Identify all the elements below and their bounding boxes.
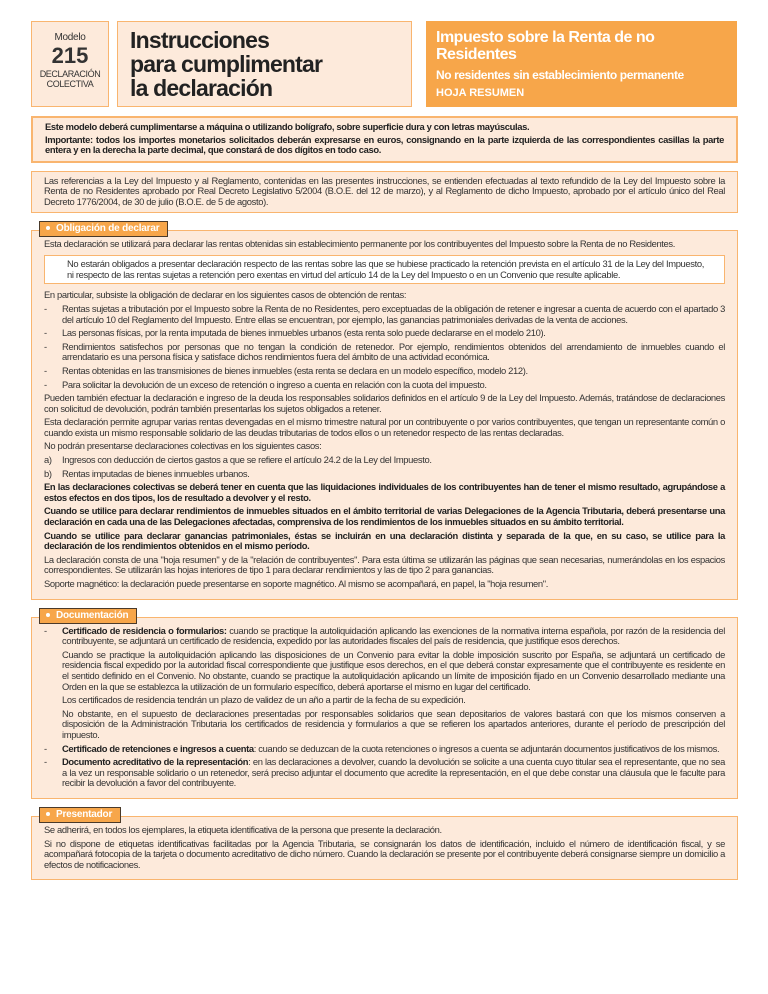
modelo-type [32, 69, 108, 89]
list-text: : en las declaraciones a devolver, cuando la devolución se solicite a una cuenta cuyo titular sea el representante, que no sea a la vez un responsable solidario o un retenedor, será preciso adjuntar el documento que acredite la representación, en el que debe constar una cláusula que le faculte para recibir la devolución a favor del contribuyente. [62, 756, 726, 789]
list-item [44, 328, 725, 339]
list-item [44, 757, 725, 789]
document-title-box [117, 21, 412, 107]
list-marker: a) [44, 454, 52, 466]
title-line: Instrucciones [130, 27, 270, 53]
list-item [44, 342, 725, 363]
references-box [31, 171, 738, 213]
title-line: para cumplimentar [130, 51, 323, 77]
modelo-type-line: DECLARACIÓN [39, 69, 101, 79]
exemption-box [44, 255, 725, 284]
list-marker: - [44, 742, 47, 754]
document-body [31, 116, 738, 880]
paragraph: No obstante, en el supuesto de declaraciones presentadas por responsables solidarios que sean depositarios de valores bastará con que los mismos conserven a disposición de la Administración Tributaria los certificados de residencia y formularios a que se refieren los apartados anteriores, durante el período de prescripción del impuesto. [62, 707, 725, 740]
list-item [44, 469, 725, 480]
section-documentacion [31, 609, 738, 799]
paragraph: En particular, subsiste la obligación de declarar en los siguientes casos de obtención de rentas: [44, 289, 407, 301]
bold-paragraph: Cuando se utilice para declarar ganancias patrimoniales, éstas se incluirán en una declaración distinta y separada de la que, en su caso, se utilice para la declaración de los rendimientos obtenidos en el mismo período. [44, 529, 725, 552]
list-marker: - [44, 756, 47, 768]
tax-title: Impuesto sobre la Renta de no Residentes [436, 29, 655, 63]
item-heading: Documento acreditativo de la representación [62, 756, 249, 768]
section-title: Presentador [56, 808, 113, 820]
title-line: la declaración [130, 75, 273, 101]
list-text: Las personas físicas, por la renta imputada de bienes inmuebles urbanos (esta renta solo puede declararse en el modelo 210). [62, 327, 546, 339]
list-text: Ingresos con deducción de ciertos gastos a que se refiere el artículo 24.2 de la Ley del Impuesto. [62, 454, 432, 466]
list-marker: - [44, 327, 47, 339]
paragraph: La declaración consta de una "hoja resumen" y de la "relación de contribuyentes". Para esta última se utilizarán las páginas que sean necesarias, numerándolas en los espacios correspondientes. Se utilizarán las hojas interiores de tipo 1 para declarar rendimientos y las de tipo 2 para ganancias. [44, 553, 725, 576]
item-heading: Certificado de residencia o formularios: [62, 624, 227, 636]
bold-paragraph: En las declaraciones colectivas se deberá tener en cuenta que las liquidaciones individuales de los contribuyentes han de tener el mismo resultado, agrupándose a estos efectos en dos tipos, los de resultado a devolver y el resto. [44, 481, 725, 503]
paragraph: Pueden también efectuar la declaración e ingreso de la deuda los responsables solidarios definidos en el artículo 9 de la Ley del Impuesto. Además, tratándose de declaraciones con solicitud de devolución, podrán también presentarlas los sujetos obligados a retener. [44, 392, 725, 414]
list-item [44, 455, 725, 466]
section-tab-documentacion [39, 608, 137, 624]
list-text: cuando se practique la autoliquidación aplicando las exenciones de la normativa interna española, por razón de la residencia del contribuyente, se adjuntará un certificado de residencia, expedido por las autoridades fiscales del país de residencia, que justifique esos derechos. [62, 624, 725, 647]
paragraph: No podrán presentarse declaraciones colectivas en los siguientes casos: [44, 440, 322, 452]
list-marker: - [44, 340, 47, 352]
bold-paragraph: Cuando se utilice para declarar rendimientos de inmuebles situados en el ámbito territorial de varias Delegaciones de la Agencia Tributaria, deberá presentarse una declaración en cada una de las Delegaciones afectadas, comprensiva de los rendimientos de los inmuebles situados en su ámbito territorial. [44, 505, 725, 528]
list-item [44, 304, 725, 325]
list-text: : cuando se deduzcan de la cuota retenciones o ingresos a cuenta se adjuntarán documentos justificativos de los mismos. [253, 742, 720, 754]
document-title [130, 28, 411, 100]
list-marker: - [44, 364, 47, 376]
list-marker: b) [44, 467, 52, 479]
section-title: Documentación [56, 609, 129, 621]
list-text: Rentas obtenidas en las transmisiones de bienes inmuebles (esta renta se declara en un modelo específico, modelo 212). [62, 364, 528, 376]
section-presentador [31, 808, 738, 880]
paragraph: Los certificados de residencia tendrán un plazo de validez de un año a partir de la fecha de su expedición. [62, 694, 466, 706]
modelo-badge [31, 21, 109, 107]
list-text: Para solicitar la devolución de un exceso de retención o ingreso a cuenta en relación con la cuota del impuesto. [62, 378, 487, 390]
list-text: Rendimientos satisfechos por personas que no tengan la condición de retenedor. Por ejemplo, rendimientos obtenidos del arrendamiento de inmuebles cuando el arrendatario es una persona física y satisface dichos rendimientos fuera del ámbito de una actividad económica. [62, 340, 725, 363]
tax-header-box [426, 21, 737, 107]
bullet-icon [46, 812, 50, 816]
modelo-label: Modelo [54, 32, 86, 43]
list-item [44, 380, 725, 391]
paragraph: Si no dispone de etiquetas identificativas facilitadas por la Agencia Tributaria, se consignarán los datos de identificación, incluido el número de identificación fiscal, y se acompañará fotocopia de la tarjeta o documento acreditativo de dicho número. Cuando la declaración se presente por el contribuyente deberá consignarse siempre un domicilio a efectos de notificaciones. [44, 837, 725, 870]
list-marker: - [44, 624, 47, 636]
sheet-label: HOJA RESUMEN [436, 87, 525, 99]
bullet-icon [46, 613, 50, 617]
list-item [44, 366, 725, 377]
list-item [44, 744, 725, 755]
modelo-number: 215 [51, 43, 89, 68]
item-heading: Certificado de retenciones e ingresos a cuenta [62, 742, 254, 754]
notice-line: Importante: todos los importes monetarios solicitados deberán expresarse en euros, consignando en la parte izquierda de las correspondientes casillas la parte entera y en la derecha la parte decimal, que constará de dos dígitos en todo caso. [45, 133, 724, 156]
paragraph: Cuando se practique la autoliquidación aplicando las disposiciones de un Convenio para evitar la doble imposición suscrito por España, se adjuntará un certificado de residencia fiscal expedido por la autoridad fiscal correspondiente que justifique esos derechos, en el que deberá constar expresamente que el contribuyente es residente en el sentido definido en el Convenio. No obstante, cuando se practique la autoliquidación aplicando un límite de imposición fijado en un Convenio desarrollado mediante una Orden en la que se establezca la utilización de un formulario específico, deberá aportarse el mismo en lugar del certificado. [62, 648, 725, 692]
modelo-type-line: COLECTIVA [46, 79, 94, 89]
paragraph: Soporte magnético: la declaración puede presentarse en soporte magnético. Al mismo se acompañará, en papel, la "hoja resumen". [44, 578, 549, 589]
paragraph: No estarán obligados a presentar declaración respecto de las rentas sobre las que se hubiese practicado la retención prevista en el artículo 31 de la Ley del Impuesto, ni respecto de las rentas sujetas a retención pero exentas en virtud del artículo 14 de la Ley del Impuesto o en un Convenio que resulte aplicable. [67, 258, 704, 280]
list-marker: - [44, 378, 47, 390]
section-tab-obligacion [39, 221, 168, 237]
list-marker: - [44, 302, 47, 314]
tax-subtitle: No residentes sin establecimiento permanente [436, 68, 684, 82]
list-item [44, 626, 725, 647]
paragraph: Esta declaración permite agrupar varias rentas devengadas en el mismo trimestre natural por un contribuyente o por varios contribuyentes, que tengan un representante común o cuando exista un mismo responsable solidario de las deudas tributarias de todos ellos o un retenedor respecto de las rentas declaradas. [44, 416, 725, 438]
references-text: Las referencias a la Ley del Impuesto y al Reglamento, contenidas en las presentes instrucciones, se entienden efectuadas al texto refundido de la Ley del Impuesto sobre la Renta de no Residentes aprobado por Real Decreto Legislativo 5/2004 (B.O.E. del 12 de marzo), y al Reglamento de dicho Impuesto, aprobado por el artículo único del Real Decreto 1776/2004, de 30 de julio (B.O.E. de 5 de agosto). [44, 174, 725, 207]
list-text: Rentas sujetas a tributación por el Impuesto sobre la Renta de no Residentes, pero exceptuadas de la obligación de retener e ingresar a cuenta de acuerdo con el apartado 3 del artículo 10 del Reglamento del Impuesto. Entre ellas se encuentran, por ejemplo, las ganancias patrimoniales derivadas de la venta de acciones. [62, 302, 725, 325]
notice-box [31, 116, 738, 163]
section-obligacion [31, 222, 738, 600]
paragraph: Esta declaración se utilizará para declarar las rentas obtenidas sin establecimiento permanente por los contribuyentes del Impuesto sobre la Renta de no Residentes. [44, 237, 676, 249]
list-text: Rentas imputadas de bienes inmuebles urbanos. [62, 467, 250, 479]
paragraph: Se adherirá, en todos los ejemplares, la etiqueta identificativa de la persona que presente la declaración. [44, 823, 442, 835]
notice-line: Este modelo deberá cumplimentarse a máquina o utilizando bolígrafo, sobre superficie dura y con letras mayúsculas. [45, 121, 530, 132]
section-title: Obligación de declarar [56, 222, 160, 234]
section-tab-presentador [39, 807, 121, 823]
bullet-icon [46, 226, 50, 230]
